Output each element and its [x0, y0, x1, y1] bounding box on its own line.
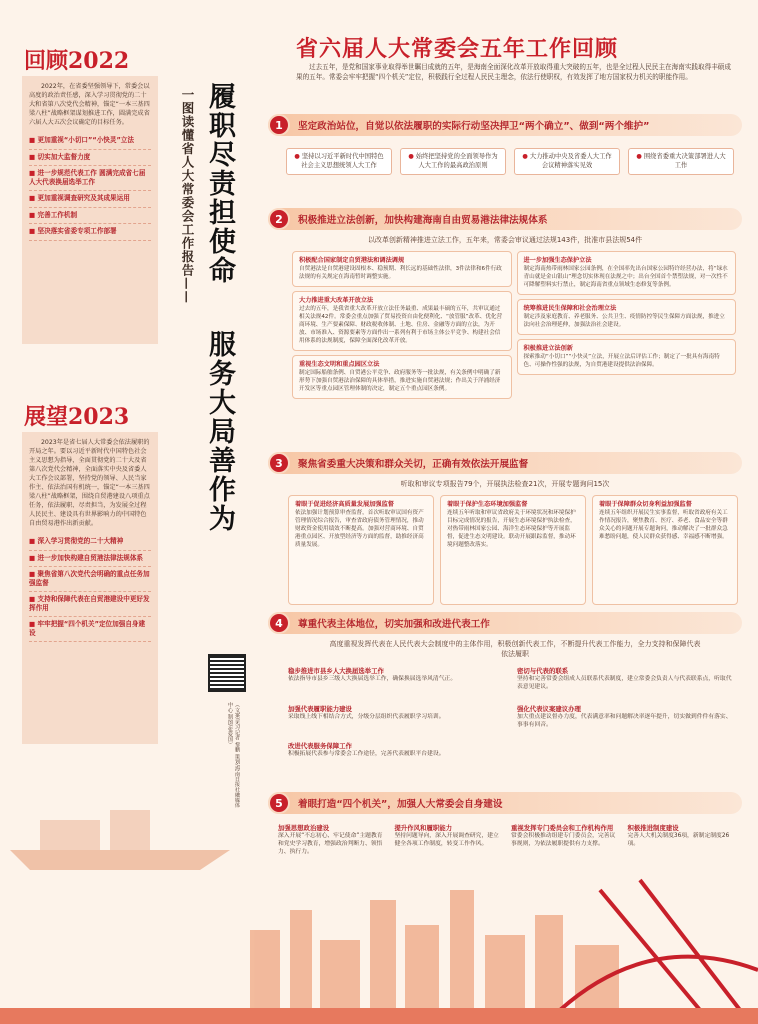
section-2-stats: 以改革创新精神推进立法工作，五年来，常委会审议通过法规143件，批准市县法规54件: [367, 236, 643, 244]
representative-item: 稳步推进市县乡人大换届选举工作 依法指导市县乡三级人大换届选举工作，确保换届选举风清气正。: [288, 667, 457, 682]
legislation-card: 重视生态文明和重点园区立法 制定国际船舶条例、自贸港公平竞争、政府服务等一批法规，有关条例中明确了新形势下加强自贸港法治保障的具体举措，推进实施自贸港法规；作出关于洋浦经济开发区等重点园区管理体制的决定，制定五个重点园区条例。: [292, 355, 512, 399]
outlook-text: 2023年是省七届人大常委会依法履职的开局之年。要以习近平新时代中国特色社会主义思想为指导，全面贯彻党的二十大及省第八次党代会精神，全面落实中央及省委人大工作会议部署，坚持党的领导、人民当家作主、依法治国有机统一，锚定“一本三基四梁八柱”战略框架，围绕自贸港建设八项重点任务，依法履职、尽责担当，为发展全过程人民民主、建设具有世界影响力的中国特色自由贸易港作出新贡献。: [29, 439, 150, 527]
intro-text: 过去五年，是党和国家事业取得举世瞩目成就的五年，是海南全面深化改革开放取得重大突破的五年，也是全过程人民民主在海南实践取得丰硕成果的五年。常委会牢牢把握“四个机关”定位，积极践行全过程人民民主理念，依法行使职权，有效发挥了地方国家权力机关的职能作用。: [296, 63, 731, 81]
legislation-card: 大力推进重大改革开放立法 过去的五年，是我省重大改革开放立法任务最重、成果最丰硕的五年，共审议通过相关法规42件。常委会重点加强了贸易投资自由化便利化、“放管服”改革、优化营商环境、生产要素保障、财政税收体制、土地、住房、金融等方面的立法，为开放、市场准入、资源要素等方面作出一系列有利于市场主体公平竞争、构建社会信用体系的法规制度，保障全面深化改革开放。: [292, 291, 512, 351]
self-building-item: 重视发挥专门委员会和工作机构作用 常委会积极推动组建专门委员会，完善议事规则，为依法履职提供有力支撑。: [511, 824, 616, 847]
cityscape-illustration: [0, 870, 758, 1024]
section-4-header: [268, 612, 742, 634]
self-building-item: 积极推进制度建设 完善人大机关制度36项，新制定制度26项。: [627, 824, 730, 847]
review-item: ■ 坚决落实省委专项工作部署: [29, 224, 151, 241]
section-number: 1: [268, 114, 290, 136]
guide-subtitle: 一图读懂省人大常委会工作报告——: [180, 88, 195, 304]
outlook-item: ■ 牢牢把握“四个机关”定位加强自身建设: [29, 617, 151, 642]
main-title: 省六届人大常委会五年工作回顾: [296, 36, 619, 62]
outlook-title: 展望2023: [24, 404, 130, 430]
review-title: 回顾2022: [24, 48, 130, 74]
section-3-title: 聚焦省委重大决策和群众关切，正确有效依法开展监督: [298, 459, 529, 470]
self-building-item: 加强思想政治建设 深入开展“不忘初心、牢记使命”主题教育和党史学习教育，增强政治判断力、领悟力、执行力。: [278, 824, 383, 855]
section-number: 3: [268, 452, 290, 474]
qr-code-icon[interactable]: [208, 654, 246, 692]
section-2-title: 积极推进立法创新，加快构建海南自由贸易港法律法规体系: [298, 215, 548, 226]
representative-item: 强化代表议案建议办理 加大重点建议督办力度，代表满意率和问题解决率逐年提升，切实做到件件有落实、事事有回音。: [517, 704, 732, 728]
outlook-panel: [22, 432, 158, 744]
review-text: 2022年，在省委坚强领导下，常委会以高度的政治责任感，深入学习贯彻党的二十大和省第八次党代会精神，锚定“一本三基四梁八柱”战略框架谋划推进工作，圆满完成省六届人大五次会议确定的目标任务。: [29, 83, 150, 126]
review-item: ■ 进一步规范代表工作 圆满完成省七届人大代表换届选举工作: [29, 166, 151, 191]
representative-item: 加强代表履职能力建设 采取线上线下相结合方式，分级分层组织代表履职学习培训。: [288, 704, 445, 720]
review-item: ■ 切实加大监督力度: [29, 150, 151, 167]
section-2-header: [268, 208, 742, 230]
ship-illustration: [0, 740, 250, 880]
review-item: ■ 更加重视“小切口”“小快灵”立法: [29, 133, 151, 150]
section-1-title: 坚定政治站位，自觉以依法履职的实际行动坚决捍卫“两个确立”、做到“两个维护”: [298, 121, 650, 132]
section-4-title: 尊重代表主体地位，切实加强和改进代表工作: [298, 619, 490, 630]
review-item: ■ 完善工作机制: [29, 208, 151, 225]
legislation-card: 积极配合国家制定自贸港法和调法调规 自贸港法是自贸港建设固根本、稳预期、利长远的基础性法律，3件法律和6件行政法规的有关规定在海南暂时调整实施。: [292, 251, 512, 287]
legislation-card: 积极推进立法创新 探索推动“小切口”“小快灵”立法，开展立法后评估工作；制定了一批具有海南特色、可操作性强的法规，为自贸港建设提供法治保障。: [517, 339, 737, 375]
supervision-card: 着眼于保护生态环境加强监督 连续五年听取和审议省政府关于环境状况和环境保护目标完成情况的报告，开展生态环境保护执法检查，对热带雨林国家公园、海洋生态环境保护等开展监督，促进生态文明建设。联动开展跟踪监督，推动环境问题整改落实。: [440, 495, 586, 605]
legislation-card: 进一步加强生态保护立法 制定海南热带雨林国家公园条例，在全国率先出台国家公园特许经营办法，将“绿水青山就是金山银山”理念切实体现在法规之中；出台全国首个禁塑法规，对一次性不可降解塑料实行禁止，制定海南省重点领域生态修复等条例。: [517, 251, 737, 295]
review-item: ■ 更加重视调查研究及其成果运用: [29, 191, 151, 208]
principle-item: ● 坚持以习近平新时代中国特色社会主义思想统领人大工作: [286, 148, 392, 175]
section-2: [268, 208, 742, 441]
supervision-card: 着眼于保障群众切身利益加强监督 连续五年组织开展民生实事监督，听取省政府有关工作情况报告，聚焦教育、医疗、养老、食品安全等群众关心的问题开展专题询问，推动解决了一批群众急难愁盼问题，使人民群众获得感、幸福感不断增强。: [592, 495, 738, 605]
self-building-item: 提升作风和履职能力 坚持问题导向，深入开展调查研究，建立健全各项工作制度，转变工作作风。: [394, 824, 499, 847]
outlook-item: ■ 进一步加快构建自贸港法律法规体系: [29, 551, 151, 568]
principle-item: ● 围绕省委重大决策部署进人大工作: [628, 148, 734, 175]
supervision-card: 着眼于促进经济高质量发展加强监督 依法加强计划预算审查监督，首次听取审议国有资产管理情况综合报告，审查省政府债务管理情况，推动财政资金使用绩效不断提高。加强对营商环境、自贸港重点园区、开放型经济等方面的监督，助推经济高质量发展。: [288, 495, 434, 605]
headline-2: 服务大局善作为: [204, 330, 235, 533]
headline-1: 履职尽责担使命: [204, 82, 235, 285]
legislation-card: 统筹推进民生保障和社会治理立法 制定涉及家庭教育、养老服务、公共卫生、疫情防控等民生保障方面法规，推进立法向社会治理延伸，加强法治社会建设。: [517, 299, 737, 335]
outlook-item: ■ 聚焦省第八次党代会明确的重点任务加强监督: [29, 567, 151, 592]
section-1-header: [268, 114, 742, 136]
representative-item: 改进代表服务保障工作 积极拓展代表参与常委会工作途径，完善代表履职平台建设。: [288, 742, 445, 758]
credit-text: （文案/见习记者 黎鹏 策划/海南日报社融媒体中心 制图/张爱国）: [227, 702, 240, 808]
principle-item: ● 始终把坚持党的全面领导作为人大工作的最高政治原则: [400, 148, 506, 175]
outlook-item: ■ 深入学习贯彻党的二十大精神: [29, 534, 151, 551]
section-3-header: [268, 452, 742, 474]
section-1: [268, 114, 742, 175]
section-5-header: [268, 792, 742, 814]
representative-item: 密切与代表的联系 坚持和完善常委会组成人员联系代表制度，建立常委会负责人与代表联系点，听取代表意见建议。: [517, 667, 732, 690]
section-5-title: 着眼打造“四个机关”，加强人大常委会自身建设: [298, 799, 503, 810]
section-3: [268, 452, 742, 605]
section-number: 2: [268, 208, 290, 230]
principle-item: ● 大力推动中央及省委人大工作会议精神落实见效: [514, 148, 620, 175]
section-4-intro: 高度重视发挥代表在人民代表大会制度中的主体作用，积极创新代表工作，不断提升代表工作能力，全力支持和保障代表依法履职: [329, 640, 701, 658]
outlook-item: ■ 支持和保障代表在自贸港建设中更好发挥作用: [29, 592, 151, 617]
section-4: [268, 612, 742, 767]
review-panel: [22, 76, 158, 344]
section-number: 4: [268, 612, 290, 634]
section-3-stats: 听取和审议专项报告79个，开展执法检查21次，开展专题询问15次: [400, 480, 610, 488]
section-number: 5: [268, 792, 290, 814]
